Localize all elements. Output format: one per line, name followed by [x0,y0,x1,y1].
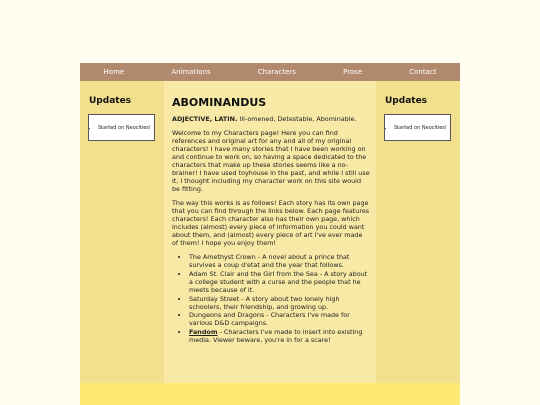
nav-characters-link[interactable]: Characters [257,68,296,76]
nav-prose-link[interactable]: Prose [343,68,363,76]
fandom-description: - Characters I've made to insert into existing media. Viewer beware, you're in for a scare! [189,328,363,345]
nav-animations-link[interactable]: Animations [171,68,211,76]
story-item-amethyst-crown: • The Amethyst Crown - A novel about a prince that survives a coup d'etat and the year that follows. [189,253,370,269]
story-item-saturday-street: • Saturday Street - A story about two lonely high schoolers, their friendship, and growing up. [189,295,370,311]
story-item-adam-st-clair: • Adam St. Clair and the Girl from the Sea - A story about a college student with a curse and the people that he meets because of it. [189,270,370,294]
left-updates-box [88,114,155,141]
right-updates-box [384,114,451,141]
explanation-paragraph: The way this works is as follows! Each story has its own page that you can find through the links below. Each page features characters! Each character also has their own page, which includes (almost) every piece of information you could want about them, and (almost) every piece of art I've ever made of them! I hope you enjoy them! [172,198,370,248]
main-content [164,81,376,383]
top-nav [80,63,460,81]
right-sidebar [376,81,460,383]
story-list [172,253,370,344]
intro-paragraph: Welcome to my Characters page! Here you can find references and original art for any and all of my original characters! I have many stories that I have been working on and continue to work on, so having a space dedicated to the characters that make up these stories seems like a no-brainer! I have used toyhouse in the past, and while I still use it, I thought including my character work on this site would be fitting. [172,128,370,194]
right-updates-title: Updates [385,96,428,106]
definition [172,115,370,123]
left-updates-title: Updates [89,96,132,106]
footer [80,383,460,405]
story-item-fandom [189,328,370,344]
content-body [172,115,370,345]
fandom-link[interactable]: Fandom [189,328,218,337]
right-updates-list [385,125,447,131]
update-item: • Started on Neocities! [98,125,151,131]
page-title: ABOMINANDUS [172,96,267,109]
page-layout [80,81,460,383]
nav-home-link[interactable]: Home [103,68,125,76]
update-item: • Started on Neocities! [394,125,447,131]
definition-text: Ill-omened, Detestable, Abominable. [237,115,357,123]
nav-contact-link[interactable]: Contact [409,68,437,76]
left-sidebar [80,81,164,383]
definition-term: ADJECTIVE, LATIN. [172,115,238,123]
left-updates-list [89,125,151,131]
story-item-dungeons-and-dragons: • Dungeons and Dragons - Characters I've made for various D&D campaigns. [189,311,370,327]
